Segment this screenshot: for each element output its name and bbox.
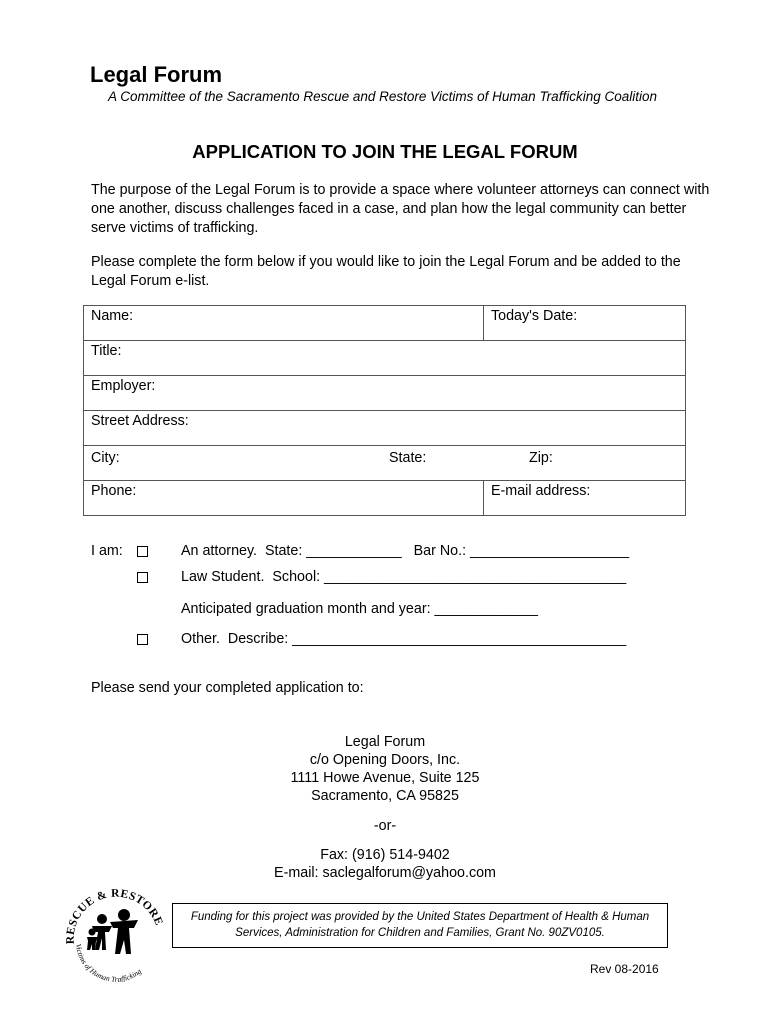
fax-number: Fax: (916) 514-9402 xyxy=(320,847,450,863)
email-label: E-mail address: xyxy=(491,483,591,499)
address-line-3: 1111 Howe Avenue, Suite 125 xyxy=(290,770,480,786)
svg-text:Victims of Human Trafficking xyxy=(74,943,143,982)
email-contact: E-mail: saclegalforum@yahoo.com xyxy=(274,865,496,881)
employer-label: Employer: xyxy=(91,378,156,394)
title-field[interactable] xyxy=(84,341,686,376)
zip-label: Zip: xyxy=(529,450,553,466)
purpose-paragraph: The purpose of the Legal Forum is to provide a space where volunteer attorneys can connect with one another, discuss challenges faced in a case, and plan how the legal community can better serve victims of trafficking. xyxy=(91,182,710,236)
city-label: City: xyxy=(91,450,120,466)
or-separator: -or- xyxy=(373,818,397,834)
employer-field[interactable] xyxy=(84,376,686,411)
instructions-paragraph: Please complete the form below if you would like to join the Legal Forum and be added to the Legal Forum e-list. xyxy=(91,254,681,289)
todays-date-label: Today's Date: xyxy=(491,308,578,324)
revision-label: Rev 08-2016 xyxy=(590,962,659,976)
form-title: APPLICATION TO JOIN THE LEGAL FORUM xyxy=(192,141,578,162)
graduation-line: Anticipated graduation month and year: _____________ xyxy=(181,601,538,617)
i-am-label: I am: xyxy=(91,543,123,559)
address-line-2: c/o Opening Doors, Inc. xyxy=(309,752,461,768)
street-address-label: Street Address: xyxy=(91,413,189,429)
name-label: Name: xyxy=(91,308,134,324)
law-student-option: Law Student. School: ______________________________________ xyxy=(181,569,627,585)
address-line-1: Legal Forum xyxy=(344,734,426,750)
rescue-restore-logo xyxy=(62,882,167,982)
mailing-address xyxy=(0,733,770,805)
phone-label: Phone: xyxy=(91,483,137,499)
todays-date-field[interactable] xyxy=(484,306,686,341)
send-to-label: Please send your completed application to: xyxy=(91,680,364,696)
phone-field[interactable] xyxy=(84,481,484,516)
name-field[interactable] xyxy=(84,306,484,341)
logo-top-text: RESCUE & RESTORE xyxy=(64,887,165,945)
attorney-checkbox[interactable] xyxy=(137,546,148,557)
logo-bottom-text: Victims of Human Trafficking xyxy=(73,943,144,982)
other-option: Other. Describe: __________________________________________ xyxy=(181,631,627,647)
funding-notice: Funding for this project was provided by the United States Department of Health & Human Services, Administration for Children and Families, Grant No. 90ZV0105. xyxy=(172,903,668,948)
application-form-table xyxy=(83,305,686,516)
figures-icon xyxy=(87,909,138,954)
email-field[interactable] xyxy=(484,481,686,516)
law-student-checkbox[interactable] xyxy=(137,572,148,583)
logo-graphic xyxy=(62,882,167,982)
attorney-option: An attorney. State: ____________ Bar No.: ____________________ xyxy=(181,543,630,559)
state-label: State: xyxy=(389,450,427,466)
address-line-4: Sacramento, CA 95825 xyxy=(311,788,459,804)
page-subtitle: A Committee of the Sacramento Rescue and Restore Victims of Human Trafficking Coalition xyxy=(108,89,657,104)
page-title: Legal Forum xyxy=(90,62,223,87)
street-address-field[interactable] xyxy=(84,411,686,446)
city-state-zip-field[interactable] xyxy=(84,446,686,481)
svg-text:RESCUE & RESTORE xyxy=(65,888,165,945)
title-label: Title: xyxy=(91,343,122,359)
other-checkbox[interactable] xyxy=(137,634,148,645)
